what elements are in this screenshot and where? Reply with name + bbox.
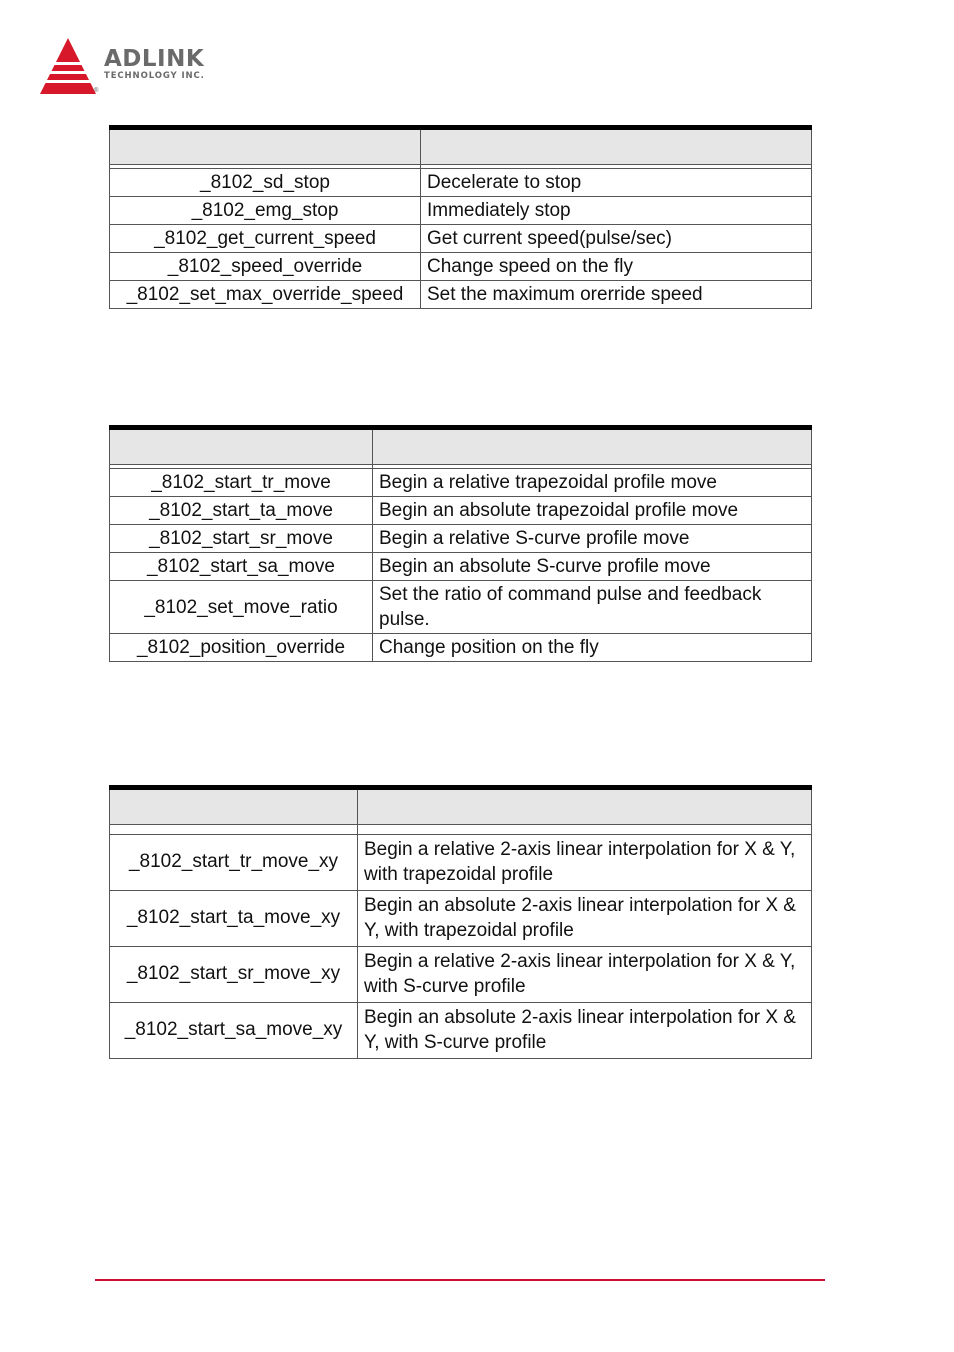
table-row <box>110 281 812 309</box>
function-name-cell: _8102_sd_stop <box>110 169 421 197</box>
function-name-cell: _8102_start_sr_move <box>110 525 373 553</box>
function-name-cell: _8102_start_sr_move_xy <box>110 947 358 1003</box>
header-cell-description <box>373 428 812 465</box>
description-cell: Begin an absolute 2-axis linear interpolation for X & Y, with S-curve profile <box>358 1003 812 1059</box>
description-cell: Begin a relative trapezoidal profile move <box>373 469 812 497</box>
table-header-row <box>110 128 812 165</box>
function-table-interpolation-move <box>109 785 812 1059</box>
description-cell: Set the maximum orerride speed <box>421 281 812 309</box>
header-cell-function <box>110 428 373 465</box>
table-row <box>110 253 812 281</box>
description-cell: Begin an absolute trapezoidal profile move <box>373 497 812 525</box>
description-cell: Begin a relative S-curve profile move <box>373 525 812 553</box>
description-cell: Decelerate to stop <box>421 169 812 197</box>
description-cell: Begin a relative 2-axis linear interpolation for X & Y, with trapezoidal profile <box>358 835 812 891</box>
header-cell-description <box>421 128 812 165</box>
table-header-row <box>110 788 812 825</box>
header-cell-function <box>110 788 358 825</box>
table-row <box>110 169 812 197</box>
function-name-cell: _8102_start_sa_move <box>110 553 373 581</box>
description-cell: Set the ratio of command pulse and feedback pulse. <box>373 581 812 634</box>
table-row <box>110 947 812 1003</box>
function-name-cell: _8102_start_sa_move_xy <box>110 1003 358 1059</box>
function-table-stop-speed <box>109 125 812 309</box>
function-name-cell: _8102_start_tr_move_xy <box>110 835 358 891</box>
table-row <box>110 835 812 891</box>
function-name-cell: _8102_start_ta_move <box>110 497 373 525</box>
description-cell: Immediately stop <box>421 197 812 225</box>
description-cell: Begin an absolute 2-axis linear interpolation for X & Y, with trapezoidal profile <box>358 891 812 947</box>
function-name-cell: _8102_set_max_override_speed <box>110 281 421 309</box>
table-row <box>110 469 812 497</box>
function-name-cell: _8102_start_ta_move_xy <box>110 891 358 947</box>
description-cell: Begin an absolute S-curve profile move <box>373 553 812 581</box>
table-row <box>110 497 812 525</box>
table-row <box>110 225 812 253</box>
footer-rule <box>95 1279 825 1281</box>
description-cell: Change position on the fly <box>373 634 812 662</box>
brand-tagline: TECHNOLOGY INC. <box>104 71 205 81</box>
table-row <box>110 1003 812 1059</box>
table-header-row <box>110 428 812 465</box>
registered-mark: ® <box>94 88 99 94</box>
description-cell: Get current speed(pulse/sec) <box>421 225 812 253</box>
brand-name: ADLINK <box>104 46 205 72</box>
function-name-cell: _8102_get_current_speed <box>110 225 421 253</box>
header-cell-description <box>358 788 812 825</box>
description-cell: Begin a relative 2-axis linear interpolation for X & Y, with S-curve profile <box>358 947 812 1003</box>
function-name-cell: _8102_start_tr_move <box>110 469 373 497</box>
function-table-single-axis-move <box>109 425 812 662</box>
table-row <box>110 197 812 225</box>
function-name-cell: _8102_position_override <box>110 634 373 662</box>
description-cell: Change speed on the fly <box>421 253 812 281</box>
adlink-triangle-icon <box>38 36 102 98</box>
table-row <box>110 891 812 947</box>
company-logo <box>38 36 238 98</box>
header-cell-function <box>110 128 421 165</box>
function-name-cell: _8102_speed_override <box>110 253 421 281</box>
table-row <box>110 553 812 581</box>
function-name-cell: _8102_emg_stop <box>110 197 421 225</box>
table-row <box>110 525 812 553</box>
table-row <box>110 634 812 662</box>
table-row <box>110 581 812 634</box>
function-name-cell: _8102_set_move_ratio <box>110 581 373 634</box>
